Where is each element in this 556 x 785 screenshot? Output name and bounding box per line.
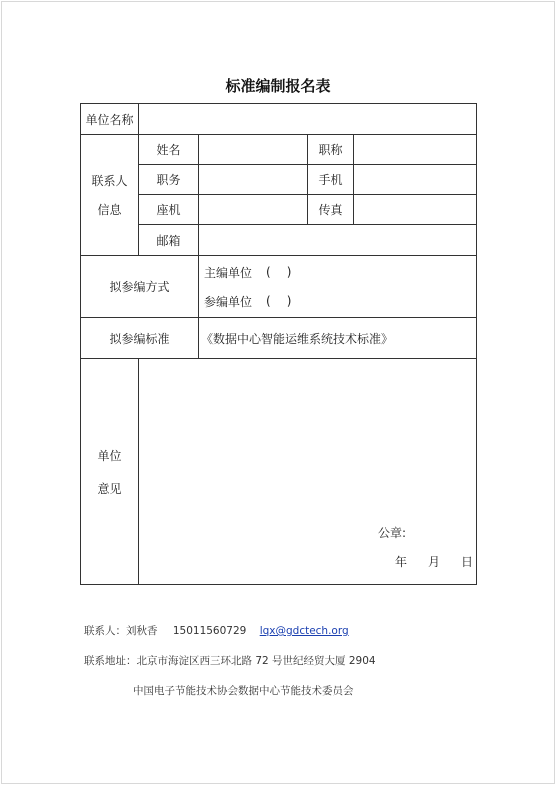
paren-open: ( <box>266 294 271 308</box>
contact-email-link[interactable]: lqx@gdctech.org <box>259 625 349 637</box>
mobile-label: 手机 <box>318 173 343 187</box>
unit-opinion-label-line2: 意见 <box>97 481 122 496</box>
standard-label: 拟参编标准 <box>109 331 170 346</box>
role-option-participant[interactable] <box>204 291 384 311</box>
contact-address: 联系地址：北京市海淀区西三环北路 72 号世纪经贸大厦 2904 <box>84 655 376 667</box>
date-year: 年 <box>395 555 408 569</box>
role-option-participant-label: 参编单位 <box>204 294 253 309</box>
contact-person: 联系人：刘秋香 <box>84 625 158 637</box>
role-label: 拟参编方式 <box>109 280 170 294</box>
unit-name-label: 单位名称 <box>85 112 134 127</box>
contact-info-label-line2: 信息 <box>97 203 122 217</box>
registration-form-table <box>80 103 477 585</box>
paren-close: ) <box>286 265 292 279</box>
name-label: 姓名 <box>156 143 181 157</box>
unit-opinion-label-line1: 单位 <box>97 448 122 463</box>
contact-info-label-line1: 联系人 <box>91 174 128 188</box>
organization-name: 中国电子节能技术协会数据中心节能技术委员会 <box>133 685 354 697</box>
seal-label: 公章: <box>378 526 407 540</box>
position-field[interactable] <box>199 165 307 194</box>
role-option-main-label: 主编单位 <box>204 265 253 280</box>
professional-title-field[interactable] <box>354 135 475 164</box>
col-divider <box>198 255 199 358</box>
unit-name-field[interactable] <box>139 105 475 133</box>
email-label: 邮箱 <box>156 233 181 248</box>
unit-opinion-field[interactable] <box>139 359 475 584</box>
position-label: 职务 <box>156 173 181 187</box>
landline-label: 座机 <box>156 203 181 217</box>
contact-line <box>84 623 349 638</box>
standard-value: 《数据中心智能运维系统技术标准》 <box>201 331 394 346</box>
contact-phone: 15011560729 <box>172 625 247 637</box>
professional-title-label: 职称 <box>318 143 343 157</box>
email-field[interactable] <box>199 225 475 255</box>
paren-open: ( <box>266 265 271 279</box>
date-month: 月 <box>428 555 441 569</box>
form-title: 标准编制报名表 <box>225 77 331 95</box>
date-day: 日 <box>461 555 474 569</box>
contact-info-label <box>81 135 138 255</box>
unit-opinion-label <box>81 359 138 584</box>
mobile-field[interactable] <box>354 165 475 194</box>
fax-field[interactable] <box>354 195 475 224</box>
role-option-main[interactable] <box>204 262 384 282</box>
fax-label: 传真 <box>318 203 343 217</box>
name-field[interactable] <box>199 135 307 164</box>
paren-close: ) <box>286 294 292 308</box>
landline-field[interactable] <box>199 195 307 224</box>
